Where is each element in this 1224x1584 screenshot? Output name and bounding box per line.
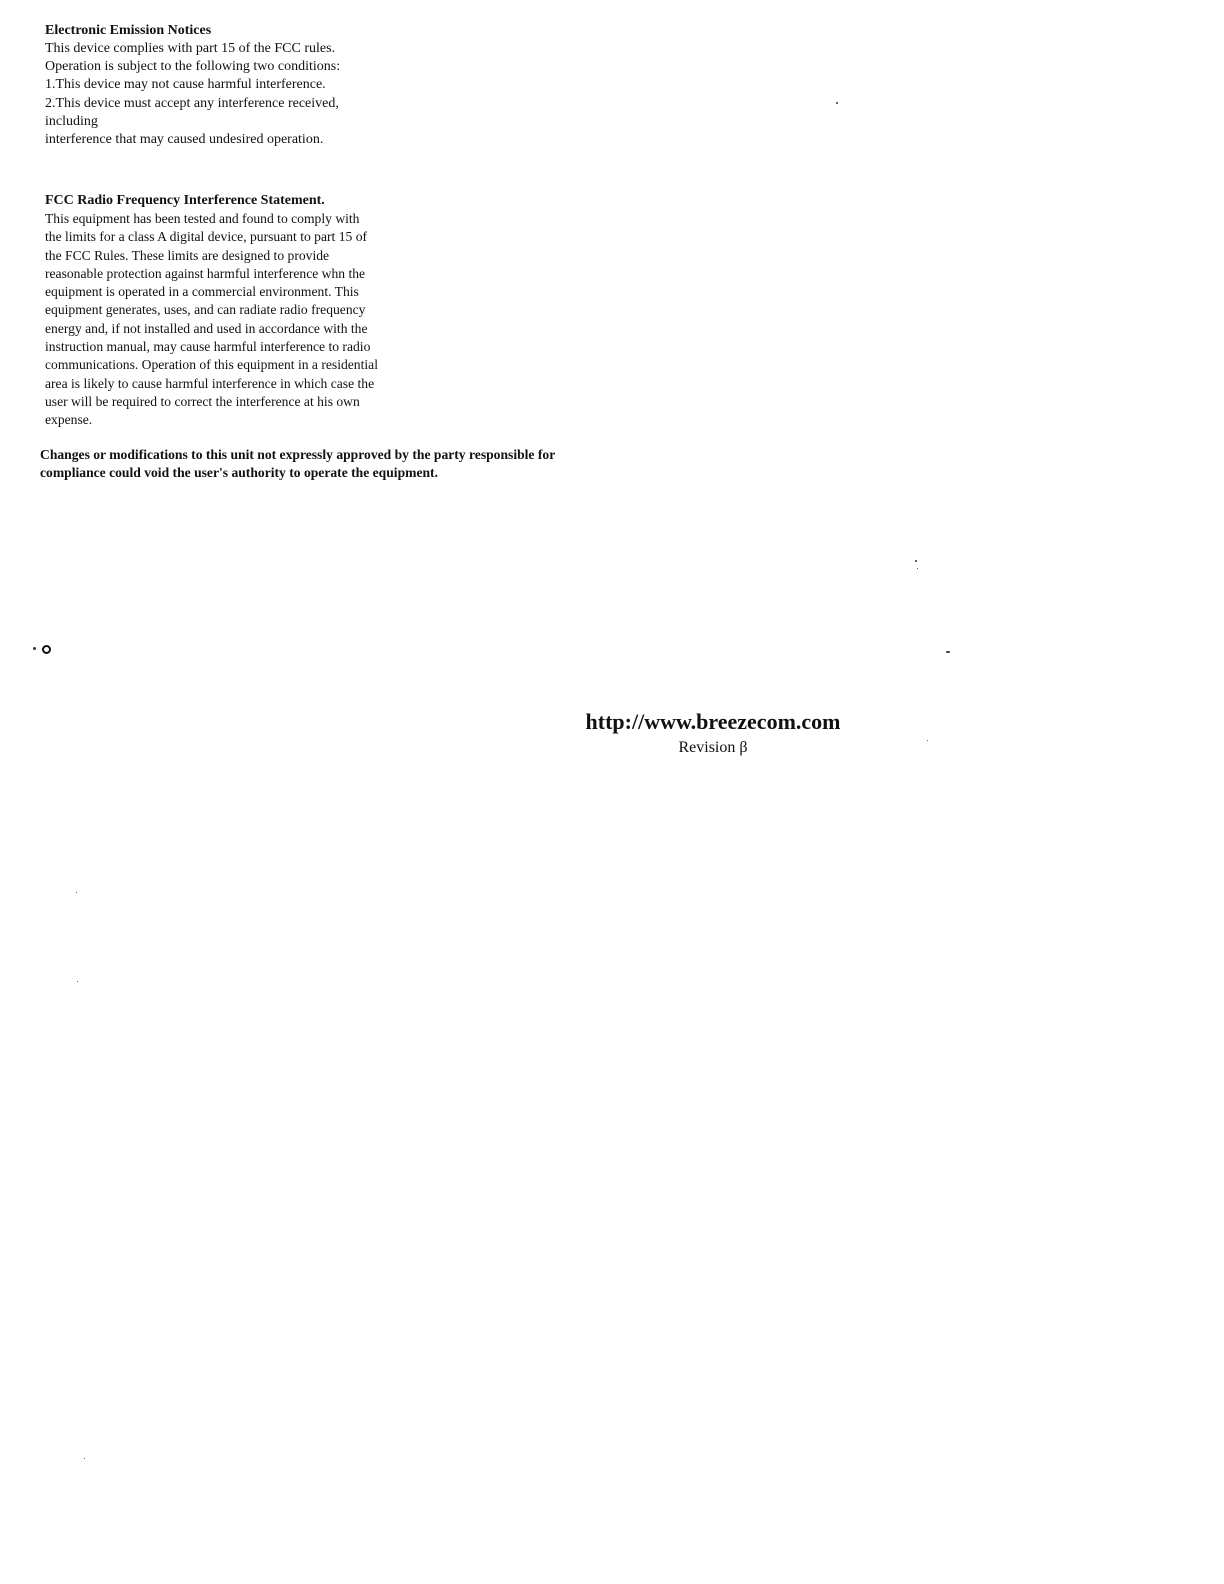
fcc-line: the FCC Rules. These limits are designed to provide <box>45 247 330 263</box>
scan-speck <box>917 568 918 569</box>
scan-speck <box>946 651 950 653</box>
fcc-line: expense. <box>45 412 93 428</box>
fcc-line: energy and, if not installed and used in accordance with the <box>45 320 368 336</box>
footer <box>574 708 852 759</box>
fcc-line: the limits for a class A digital device, pursuant to part 15 of <box>45 229 368 245</box>
warning-line: Changes or modifications to this unit not expressly approved by the party responsible for <box>40 447 556 462</box>
fcc-interference-statement <box>45 192 378 430</box>
fcc-line: instruction manual, may cause harmful interference to radio <box>45 339 371 355</box>
scan-speck <box>84 1458 85 1459</box>
warning-line: compliance could void the user's authority to operate the equipment. <box>40 465 438 480</box>
fcc-heading: FCC Radio Frequency Interference Statement. <box>45 193 325 208</box>
revision-label: Revision β <box>678 739 748 756</box>
modifications-warning <box>40 446 555 482</box>
emission-line: This device complies with part 15 of the FCC rules. <box>45 41 336 56</box>
emission-heading: Electronic Emission Notices <box>45 23 212 38</box>
fcc-line: This equipment has been tested and found to comply with <box>45 211 360 226</box>
fcc-line: equipment is operated in a commercial environment. This <box>45 284 359 300</box>
scan-speck <box>915 560 917 562</box>
fcc-line: equipment generates, uses, and can radiate radio frequency <box>45 302 366 318</box>
emission-line: 2.This device must accept any interference received, <box>45 95 339 111</box>
fcc-line: area is likely to cause harmful interference in which case the <box>45 375 375 391</box>
electronic-emission-notices <box>45 22 340 149</box>
website-url: http://www.breezecom.com <box>585 709 841 734</box>
scan-speck <box>836 102 838 104</box>
scan-speck <box>927 740 928 741</box>
scan-speck <box>33 647 36 650</box>
fcc-line: user will be required to correct the interference at his own <box>45 393 360 409</box>
emission-line: 1.This device may not cause harmful interference. <box>45 77 326 93</box>
scan-ring-mark <box>42 645 51 654</box>
emission-line: including <box>45 113 98 129</box>
scan-speck <box>76 892 77 893</box>
fcc-line: reasonable protection against harmful interference whn the <box>45 265 366 281</box>
scan-speck <box>77 981 78 982</box>
emission-line: Operation is subject to the following two conditions: <box>45 59 341 75</box>
emission-line: interference that may caused undesired operation. <box>45 132 324 148</box>
fcc-line: communications. Operation of this equipment in a residential <box>45 357 378 373</box>
